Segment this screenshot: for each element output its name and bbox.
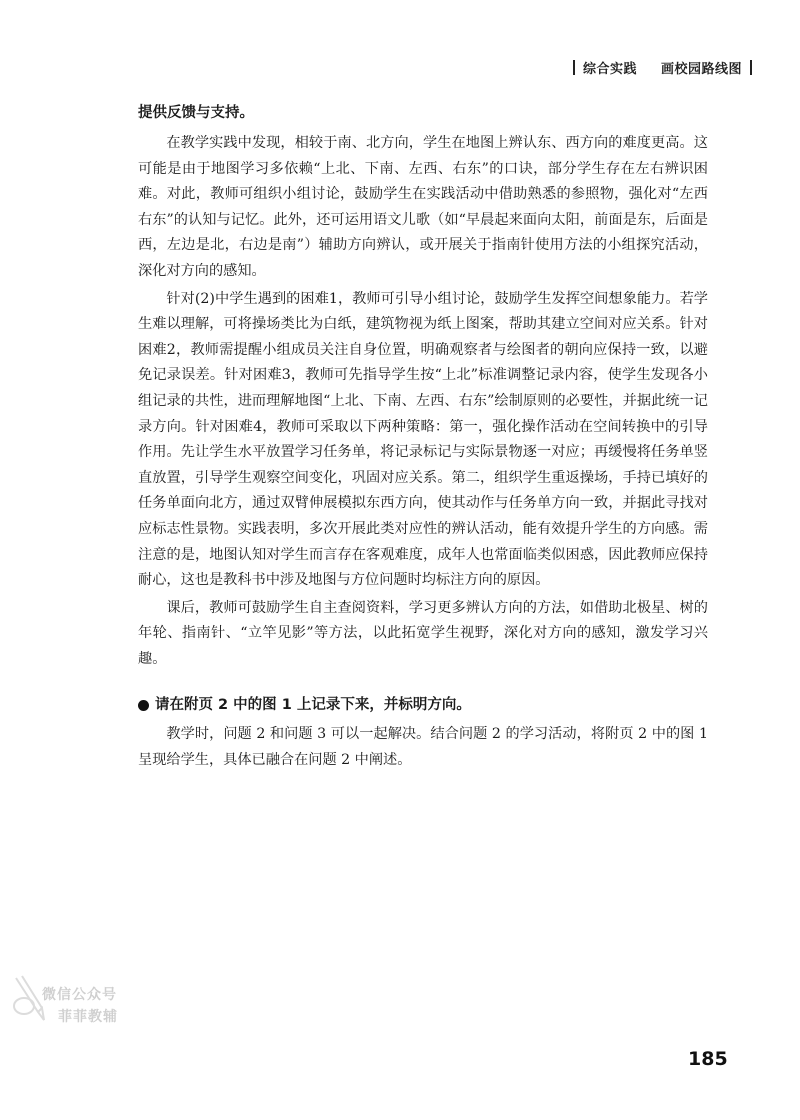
paragraph: 针对(2)中学生遇到的困难1，教师可引导小组讨论，鼓励学生发挥空间想象能力。若学生难以理解，可将操场类比为白纸，建筑物视为纸上图案，帮助其建立空间对应关系。针对困难2，教师需提醒小组成员关注自身位置，明确观察者与绘图者的朝向应保持一致，以避免记录误差。针对困难3，教师可先指导学生按“上北”标准调整记录内容，使学生发现各小组记录的共性，进而理解地图“上北、下南、左西、右东”绘制原则的必要性，并据此统一记录方向。针对困难4，教师可采取以下两种策略：第一，强化操作活动在空间转换中的引导作用。先让学生水平放置学习任务单，将记录标记与实际景物逐一对应；再缓慢将任务单竖直放置，引导学生观察空间变化，巩固对应关系。第二，组织学生重返操场，手持已填好的任务单面向北方，通过双臂伸展模拟东西方向，使其动作与任务单方向一致，并据此寻找对应标志性景物。实践表明，多次开展此类对应性的辨认活动，能有效提升学生的方向感。需注意的是，地图认知对学生而言存在客观难度，成年人也常面临类似困惑，因此教师应保持耐心，这也是教科书中涉及地图与方位问题时均标注方向的原因。 — [138, 290, 708, 589]
page-number: 185 — [688, 1048, 728, 1070]
paragraph: 教学时，问题 2 和问题 3 可以一起解决。结合问题 2 的学习活动，将附页 2 中的图 1 呈现给学生，具体已融合在问题 2 中阐述。 — [138, 726, 708, 769]
bullet-heading — [138, 694, 708, 716]
paragraph: 课后，教师可鼓励学生自主查阅资料，学习更多辨认方向的方法，如借助北极星、树的年轮、指南针、“立竿见影”等方法，以此拓宽学生视野，深化对方向的感知，激发学习兴趣。 — [138, 599, 708, 667]
bullet-dot-icon — [138, 700, 149, 711]
watermark-line-2: 菲菲教辅 — [58, 1009, 118, 1025]
running-header — [573, 58, 752, 77]
paragraph: 在教学实践中发现，相较于南、北方向，学生在地图上辨认东、西方向的难度更高。这可能是由于地图学习多依赖“上北、下南、左西、右东”的口诀，部分学生存在左右辨识困难。对此，教师可组织小组讨论，鼓励学生在实践活动中借助熟悉的参照物，强化对“左西右东”的认知与记忆。此外，还可运用语文儿歌（如“早晨起来面向太阳，前面是东，后面是西，左边是北，右边是南”）辅助方向辨认，或开展关于指南针使用方法的小组探究活动，深化对方向的感知。 — [138, 135, 708, 279]
header-divider-right — [750, 60, 752, 75]
section-heading: 提供反馈与支持。 — [138, 105, 254, 121]
watermark-line-1: 微信公众号 — [42, 987, 117, 1003]
watermark — [8, 966, 138, 1030]
header-divider-left — [573, 60, 575, 75]
header-title: 画校园路线图 — [660, 62, 742, 77]
header-section: 综合实践 — [582, 62, 637, 77]
body-text — [138, 103, 708, 776]
bullet-heading-text: 请在附页 2 中的图 1 上记录下来，并标明方向。 — [155, 697, 471, 714]
